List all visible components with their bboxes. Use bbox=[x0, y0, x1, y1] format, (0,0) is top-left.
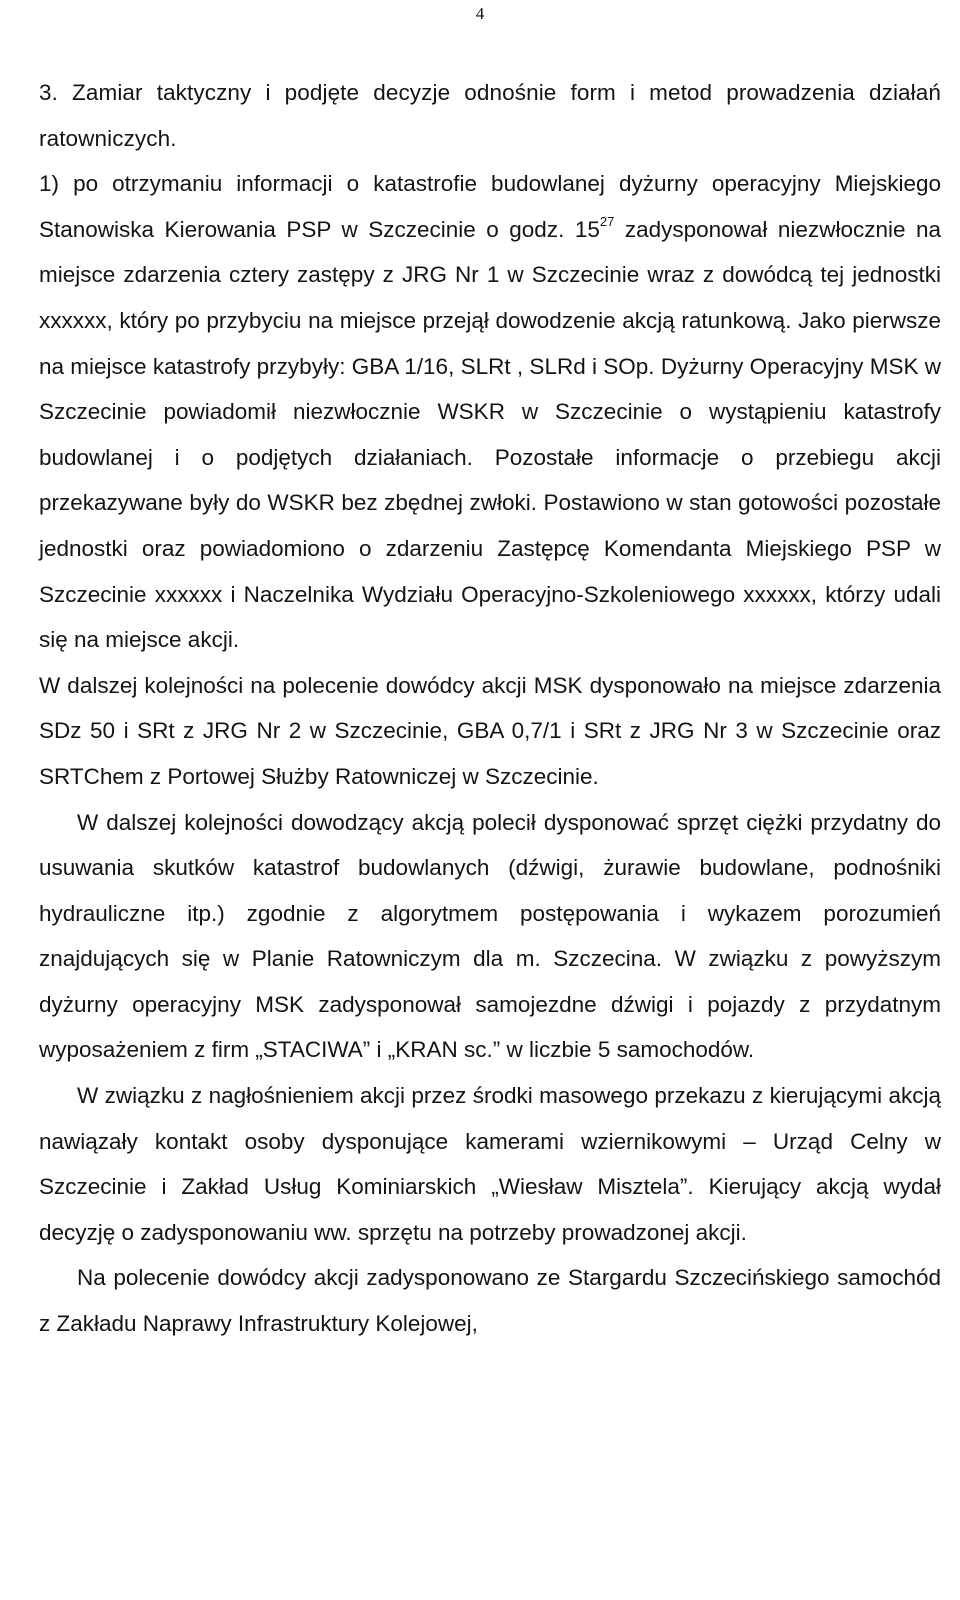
paragraph-1-part-b: zadysponował niezwłocznie na miejsce zdarzenia cztery zastępy z JRG Nr 1 w Szczecinie wraz z dowódcą tej jednostki xxxxxx, który po przybyciu na miejsce przejął dowodzenie akcją ratunkową. Jako pierwsze na miejsce katastrofy przybyły: GBA 1/16, SLRt , SLRd i SOp. Dyżurny Operacyjny MSK w Szczecinie powiadomił niezwłocznie WSKR w Szczecinie o wystąpieniu katastrofy budowlanej i o podjętych działaniach. Pozostałe informacje o przebiegu akcji przekazywane były do WSKR bez zbędnej zwłoki. Postawiono w stan gotowości pozostałe jednostki oraz powiadomiono o zdarzeniu Zastępcę Komendanta Miejskiego PSP w Szczecinie xxxxxx i Naczelnika Wydziału Operacyjno-Szkoleniowego xxxxxx, którzy udali się na miejsce akcji. bbox=[39, 216, 942, 653]
paragraph-1-part-a: 1) po otrzymaniu informacji o katastrofie budowlanej dyżurny operacyjny Miejskiego Stanowiska Kierowania PSP w Szczecinie o godz. 15 bbox=[39, 171, 941, 242]
paragraph-4: W związku z nagłośnieniem akcji przez środki masowego przekazu z kierującymi akcją nawiązały kontakt osoby dysponujące kamerami wziernikowymi – Urząd Celny w Szczecinie i Zakład Usług Kominiarskich „Wiesław Misztela”. Kierujący akcją wydał decyzję o zadysponowaniu ww. sprzętu na potrzeby prowadzonej akcji. bbox=[39, 1083, 941, 1245]
paragraph-1 bbox=[39, 161, 941, 663]
document-body bbox=[39, 70, 941, 1347]
paragraph-2: W dalszej kolejności na polecenie dowódcy akcji MSK dysponowało na miejsce zdarzenia SDz 50 i SRt z JRG Nr 2 w Szczecinie, GBA 0,7/1 i SRt z JRG Nr 3 w Szczecinie oraz SRTChem z Portowej Służby Ratowniczej w Szczecinie. bbox=[39, 672, 941, 789]
paragraph-3: W dalszej kolejności dowodzący akcją polecił dysponować sprzęt ciężki przydatny do usuwania skutków katastrof budowlanych (dźwigi, żurawie budowlane, podnośniki hydrauliczne itp.) zgodnie z algorytmem postępowania i wykazem porozumień znajdujących się w Planie Ratowniczym dla m. Szczecina. W związku z powyższym dyżurny operacyjny MSK zadysponował samojezdne dźwigi i pojazdy z przydatnym wyposażeniem z firm „STACIWA” i „KRAN sc.” w liczbie 5 samochodów. bbox=[39, 809, 941, 1063]
section-heading: 3. Zamiar taktyczny i podjęte decyzje odnośnie form i metod prowadzenia działań ratowniczych. bbox=[39, 80, 941, 151]
paragraph-5: Na polecenie dowódcy akcji zadysponowano ze Stargardu Szczecińskiego samochód z Zakładu Naprawy Infrastruktury Kolejowej, bbox=[39, 1265, 941, 1337]
time-superscript: 27 bbox=[599, 213, 615, 229]
page-number: 4 bbox=[475, 4, 485, 23]
